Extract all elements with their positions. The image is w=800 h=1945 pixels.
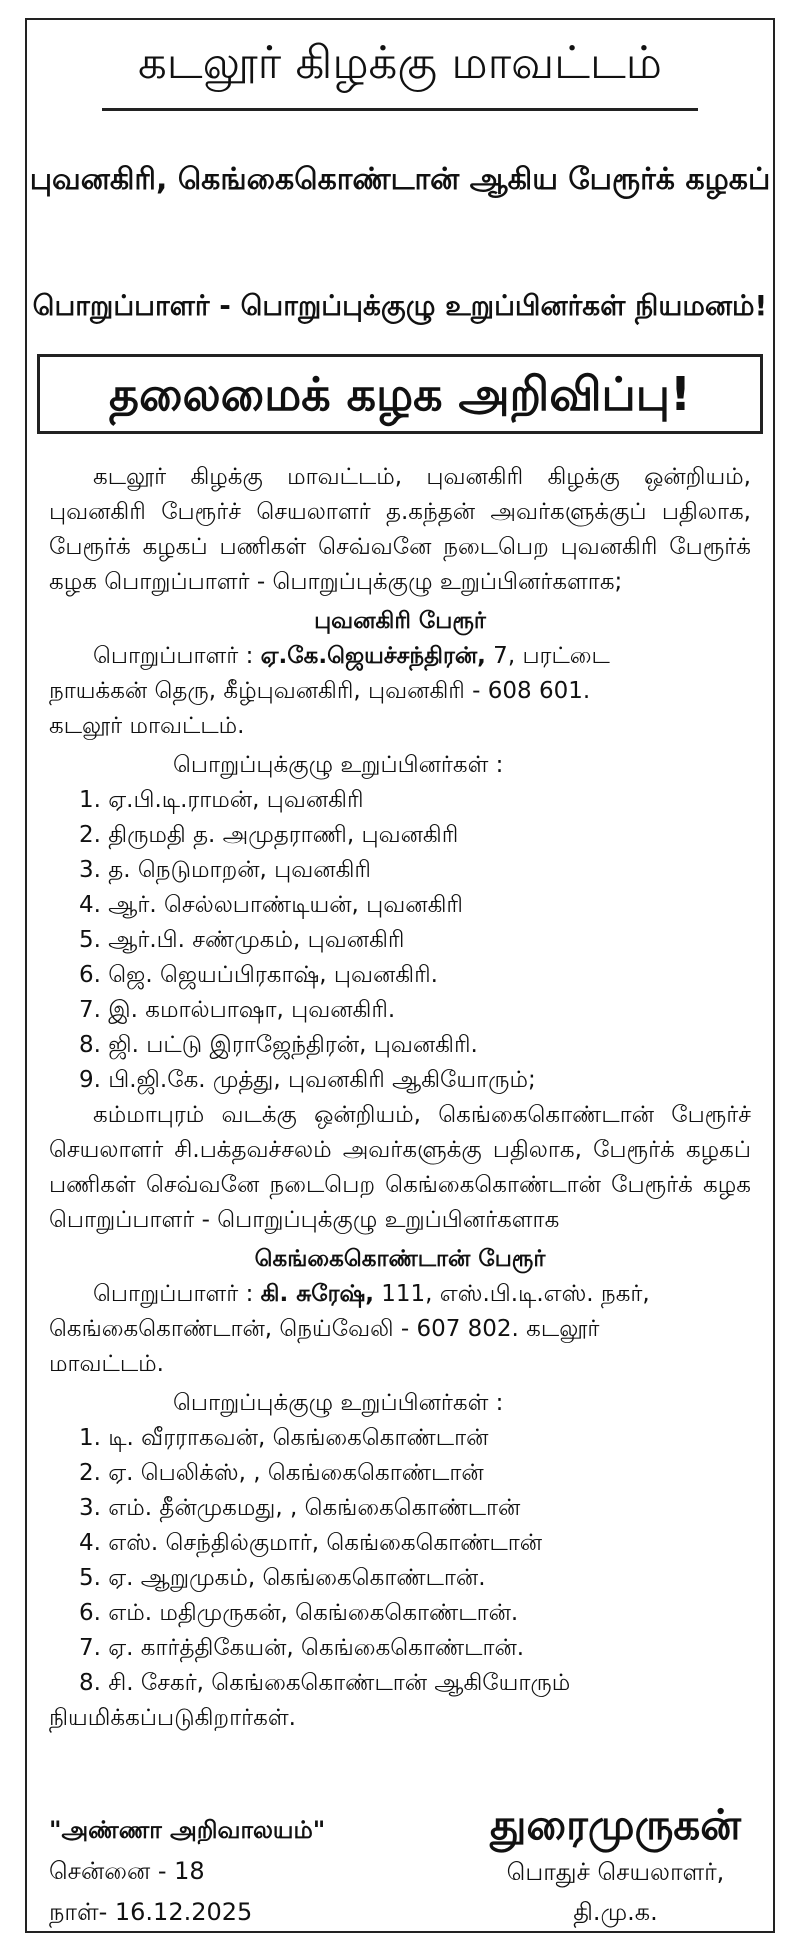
closing-line: நியமிக்கப்படுகிறார்கள். [49,1705,296,1731]
incharge-address-line: கடலூர் மாவட்டம். [49,713,245,739]
incharge-address-line: கெங்கைகொண்டான், நெய்வேலி - 607 802. கடலூர் [49,1316,600,1342]
list-item: 9. பி.ஜி.கே. முத்து, புவனகிரி ஆகியோரும்; [79,1067,536,1093]
list-item: 1. டி. வீரராகவன், கெங்கைகொண்டான் [79,1425,489,1451]
incharge-address-line: நாயக்கன் தெரு, கீழ்புவனகிரி, புவனகிரி - 608 601. [49,678,591,704]
list-item: 4. ஆர். செல்லபாண்டியன், புவனகிரி [79,892,463,918]
office-city: சென்னை - 18 [49,1857,205,1885]
issue-date: நாள்- 16.12.2025 [49,1898,253,1926]
list-item: 6. ஜெ. ஜெயப்பிரகாஷ், புவனகிரி. [79,962,438,988]
members-heading: பொறுப்புக்குழு உறுப்பினர்கள் : [173,1390,504,1416]
list-item: 5. ஏ. ஆறுமுகம், கெங்கைகொண்டான். [79,1565,486,1591]
incharge-address: 7, பரட்டை [485,643,610,669]
incharge-address: 111, எஸ்.பி.டி.எஸ். நகர், [373,1281,650,1307]
incharge-address-line: மாவட்டம். [49,1351,164,1377]
incharge-label: பொறுப்பாளர் : [93,1281,261,1307]
members-heading: பொறுப்புக்குழு உறுப்பினர்கள் : [173,752,504,778]
party-name: தி.மு.க. [573,1898,658,1926]
section2-subheading: கெங்கைகொண்டான் பேரூர் [254,1246,546,1272]
list-item: 8. ஜி. பட்டு இராஜேந்திரன், புவனகிரி. [79,1032,478,1058]
section1-intro: கடலூர் கிழக்கு மாவட்டம், புவனகிரி கிழக்கு ஒன்றியம், புவனகிரி பேரூர்ச் செயலாளர் த.கந்தன் அவர்களுக்குப் பதிலாக, பேரூர்க் கழகப் பணிகள் செவ்வனே நடைபெற புவனகிரி பேரூர்க் கழக பொறுப்பாளர் - பொறுப்புக்குழு உறுப்பினர்களாக; [49,464,751,595]
members-list [49,1421,751,1701]
section2-incharge [49,1277,751,1312]
members-list [49,783,751,1098]
headline-line-1: புவனகிரி, கெங்கைகொண்டான் ஆகிய பேரூர்க் கழகப் [29,162,771,197]
section1-subheading: புவனகிரி பேரூர் [314,608,486,634]
office-name: "அண்ணா அறிவாலயம்" [49,1816,326,1844]
list-item: 2. ஏ. பெலிக்ஸ், , கெங்கைகொண்டான் [79,1460,484,1486]
list-item: 7. இ. கமால்பாஷா, புவனகிரி. [79,997,396,1023]
signatory-name: துரைமுருகன் [489,1800,741,1849]
list-item: 8. சி. சேகர், கெங்கைகொண்டான் ஆகியோரும் [79,1670,571,1696]
list-item: 4. எஸ். செந்தில்குமார், கெங்கைகொண்டான் [79,1530,543,1556]
signature-block [490,1798,741,1932]
section2-intro: கம்மாபுரம் வடக்கு ஒன்றியம், கெங்கைகொண்டான் பேரூர்ச் செயலாளர் சி.பக்தவச்சலம் அவர்களுக்கு பதிலாக, பேரூர்க் கழகப் பணிகள் செவ்வனே நடைபெற கெங்கைகொண்டான் பேரூர்க் கழக பொறுப்பாளர் - பொறுப்புக்குழு உறுப்பினர்களாக [49,1102,751,1233]
list-item: 3. எம். தீன்முகமது, , கெங்கைகொண்டான் [79,1495,521,1521]
announcement-body [49,460,751,1736]
list-item: 5. ஆர்.பி. சண்முகம், புவனகிரி [79,927,405,953]
list-item: 2. திருமதி த. அமுதராணி, புவனகிரி [79,822,459,848]
list-item: 6. எம். மதிமுருகன், கெங்கைகொண்டான். [79,1600,519,1626]
list-item: 3. த. நெடுமாறன், புவனகிரி [79,857,371,883]
footer [49,1800,751,1926]
list-item: 7. ஏ. கார்த்திகேயன், கெங்கைகொண்டான். [79,1635,525,1661]
district-title: கடலூர் கிழக்கு மாவட்டம் [137,36,662,89]
headline-line-2: பொறுப்பாளர் - பொறுப்புக்குழு உறுப்பினர்கள் நியமனம்! [32,289,768,322]
incharge-label: பொறுப்பாளர் : [93,643,261,669]
incharge-name: ஏ.கே.ஜெயச்சந்திரன், [260,643,486,669]
incharge-name: கி. சுரேஷ், [260,1281,374,1307]
announcement-banner: தலைமைக் கழக அறிவிப்பு! [37,354,763,434]
section1-incharge [49,639,751,674]
signatory-designation: பொதுச் செயலாளர், [506,1858,725,1886]
issuer-block [49,1810,325,1933]
title-divider [102,108,698,111]
list-item: 1. ஏ.பி.டி.ராமன், புவனகிரி [79,787,364,813]
announcement-document [25,18,775,1933]
